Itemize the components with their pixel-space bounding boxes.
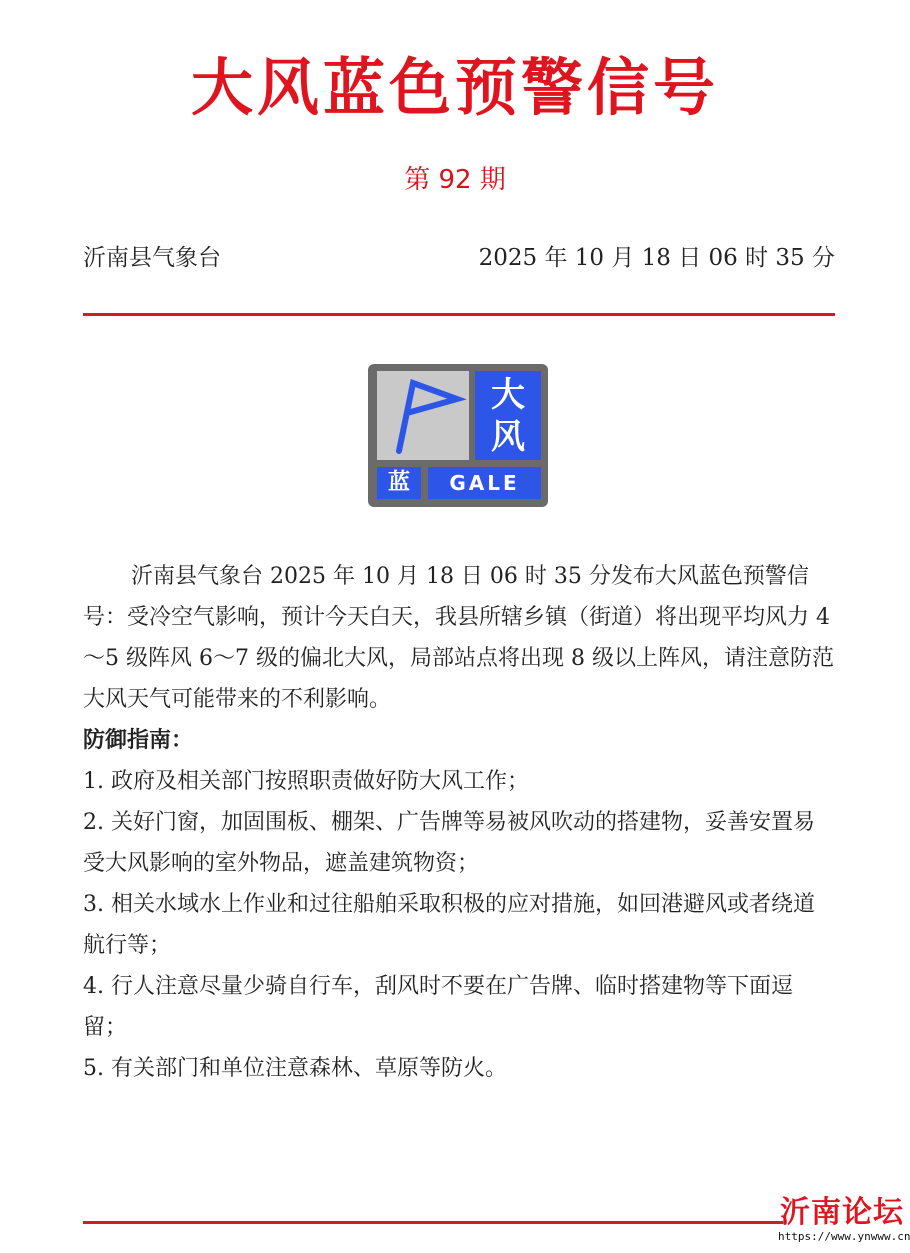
meta-row bbox=[83, 240, 835, 276]
issuer: 沂南县气象台 bbox=[83, 245, 221, 271]
divider-top bbox=[83, 313, 835, 316]
watermark-url: https://www.ynwww.cn bbox=[778, 1230, 910, 1243]
issue-number: 第 92 期 bbox=[404, 165, 506, 195]
signal-chars bbox=[475, 371, 541, 460]
gale-flag-icon bbox=[377, 371, 469, 460]
guide-item: 5. 有关部门和单位注意森林、草原等防火。 bbox=[83, 1056, 507, 1081]
intro-paragraph: 沂南县气象台 2025 年 10 月 18 日 06 时 35 分发布大风蓝色预警信号：受冷空气影响，预计今天白天，我县所辖乡镇（街道）将出现平均风力 4～5 级阵风 6～7 级的偏北大风，局部站点将出现 8 级以上阵风，请注意防范大风天气可能带来的不利影响。 bbox=[83, 564, 834, 712]
flag-panel bbox=[377, 371, 469, 460]
char-feng: 风 bbox=[491, 416, 525, 457]
guide-item: 3. 相关水域水上作业和过往船舶采取积极的应对措施，如回港避风或者绕道航行等； bbox=[83, 892, 815, 958]
watermark bbox=[780, 1196, 910, 1243]
page-title: 大风蓝色预警信号 bbox=[190, 51, 719, 124]
issue-datetime: 2025 年 10 月 18 日 06 时 35 分 bbox=[478, 245, 835, 271]
guide-item: 1. 政府及相关部门按照职责做好防大风工作； bbox=[83, 769, 529, 794]
guide-item: 4. 行人注意尽量少骑自行车，刮风时不要在广告牌、临时搭建物等下面逗留； bbox=[83, 974, 793, 1040]
gale-label: GALE bbox=[428, 467, 541, 499]
watermark-logo: 沂南论坛 bbox=[780, 1195, 904, 1230]
gale-blue-signal-icon bbox=[368, 364, 548, 507]
level-char: 蓝 bbox=[377, 467, 421, 499]
divider-bottom bbox=[83, 1221, 783, 1224]
guide-item: 2. 关好门窗，加固围板、棚架、广告牌等易被风吹动的搭建物，妥善安置易受大风影响的室外物品，遮盖建筑物资； bbox=[83, 810, 815, 876]
char-da: 大 bbox=[491, 374, 525, 415]
guide-heading: 防御指南： bbox=[83, 727, 194, 753]
warning-body bbox=[83, 556, 835, 1089]
